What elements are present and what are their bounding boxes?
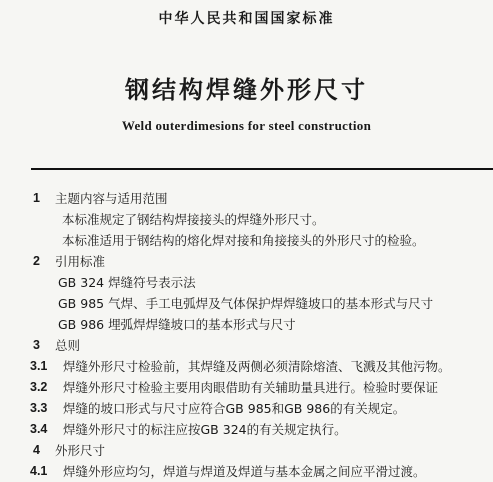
body-line (0, 230, 493, 251)
body-line (0, 188, 493, 209)
body-line (0, 440, 493, 461)
body-text: GB 986 埋弧焊焊缝坡口的基本形式与尺寸 (58, 317, 296, 332)
body-text: 焊缝外形尺寸检验主要用肉眼借助有关辅助量具进行。检验时要保证 (63, 380, 439, 395)
section-number: 1 (33, 191, 40, 205)
body-line (0, 461, 493, 482)
section-number: 3 (33, 338, 40, 352)
section-number: 3.1 (30, 359, 48, 373)
body-text: 焊缝的坡口形式与尺寸应符合GB 985和GB 986的有关规定。 (63, 401, 406, 416)
body-line (0, 356, 493, 377)
body-text: 引用标准 (55, 254, 106, 269)
body-line (0, 209, 493, 230)
document-body (0, 188, 493, 482)
section-number: 3.4 (30, 422, 48, 436)
body-text: 焊缝外形尺寸的标注应按GB 324的有关规定执行。 (63, 422, 347, 437)
national-standard-heading: 中华人民共和国国家标准 (158, 11, 335, 27)
body-text: 主题内容与适用范围 (55, 191, 168, 206)
body-text: 焊缝外形应均匀，焊道与焊道及焊道与基本金属之间应平滑过渡。 (63, 464, 426, 479)
body-text: GB 324 焊缝符号表示法 (58, 275, 196, 290)
document-title: 钢结构焊缝外形尺寸 (125, 76, 368, 104)
body-text: 总则 (55, 338, 81, 353)
section-number: 2 (33, 254, 40, 268)
body-text: 焊缝外形尺寸检验前，其焊缝及两侧必须清除熔渣、飞溅及其他污物。 (63, 359, 451, 374)
header-divider (31, 168, 493, 170)
section-number: 3.2 (30, 380, 48, 394)
section-number: 3.3 (30, 401, 48, 415)
body-line (0, 335, 493, 356)
body-line (0, 251, 493, 272)
body-line (0, 398, 493, 419)
section-number: 4 (33, 443, 40, 457)
body-line (0, 293, 493, 314)
body-text: 外形尺寸 (55, 443, 106, 458)
body-line (0, 314, 493, 335)
body-text: GB 985 气焊、手工电弧焊及气体保护焊焊缝坡口的基本形式与尺寸 (58, 296, 434, 311)
document-subtitle: Weld outerdimesions for steel construction (121, 118, 372, 133)
section-number: 4.1 (30, 464, 48, 478)
body-line (0, 419, 493, 440)
body-line (0, 377, 493, 398)
body-text: 本标准规定了钢结构焊接接头的焊缝外形尺寸。 (62, 212, 325, 227)
body-text: 本标准适用于钢结构的熔化焊对接和角接接头的外形尺寸的检验。 (62, 233, 425, 248)
body-line (0, 272, 493, 293)
